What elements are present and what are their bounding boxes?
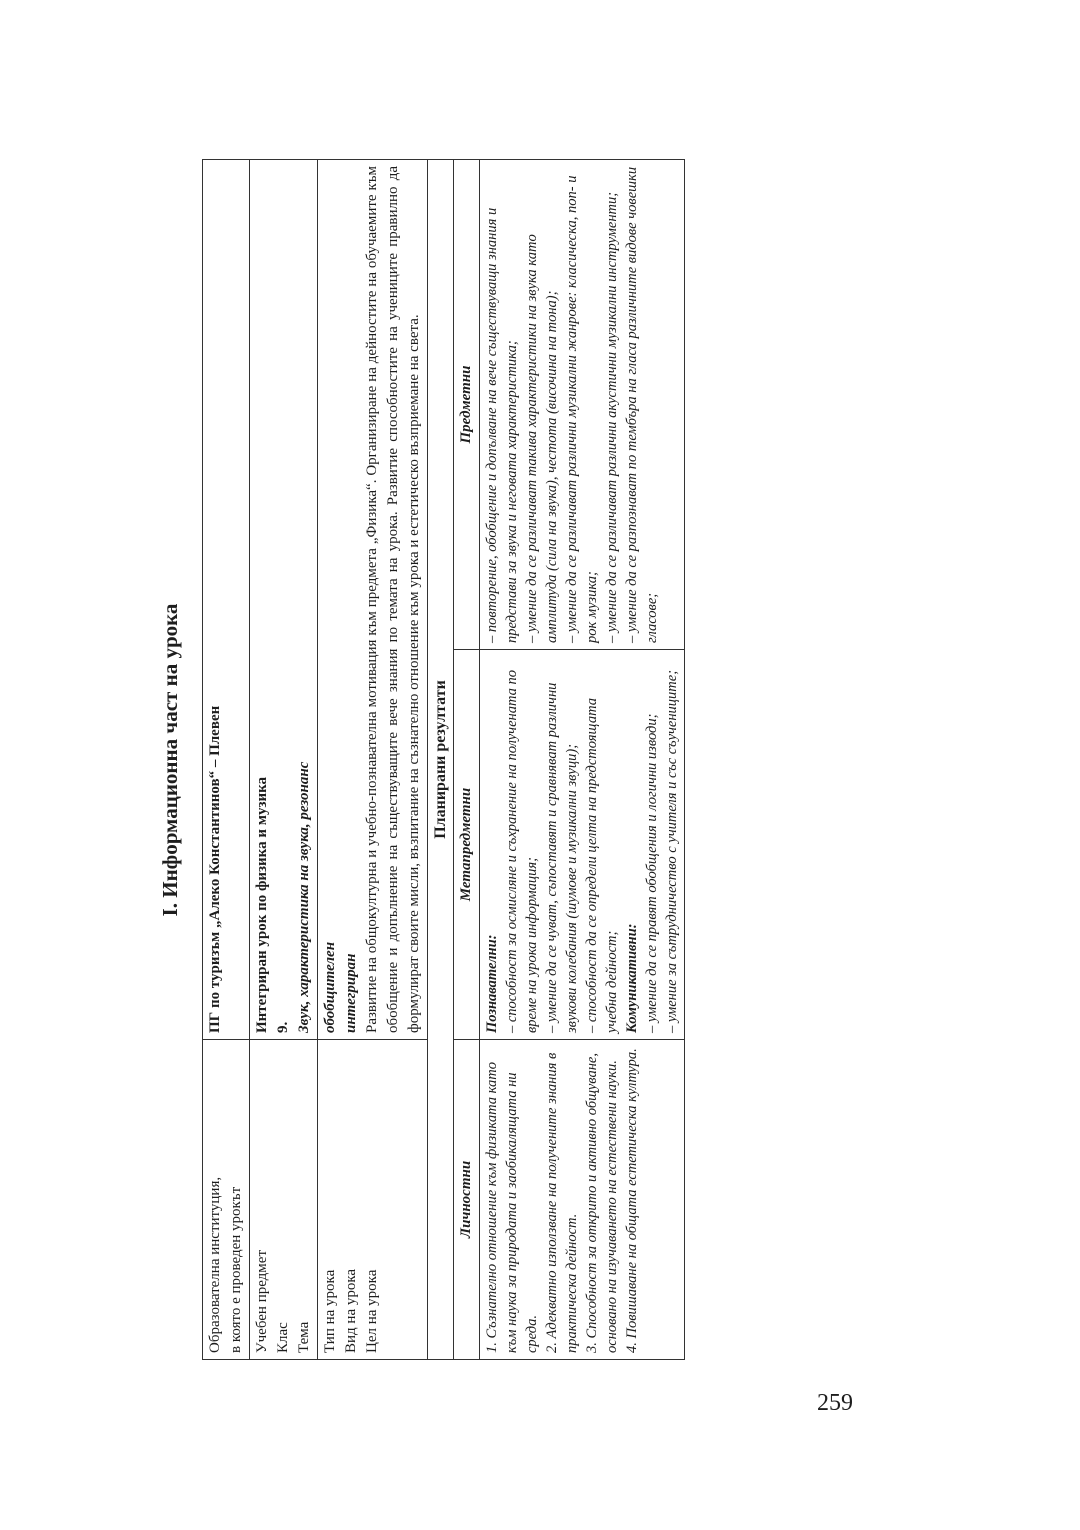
personal-item: 4. Повишаване на общата естетическа култура. <box>624 1048 640 1353</box>
subject-class-topic-row <box>250 160 318 1360</box>
subject-value: Интегриран урок по физика и музика <box>254 776 270 1033</box>
purpose-value: Развитие на общокултурна и учебно-познавателна мотивация към предмета „Физика“. Организиране на дейностите на обучаемите към обобщение и допълнение на съществуващите вече знания по темата на урока. Развитие способностите на учениците правилно да формулират своите мисли, възпитание на съзнателно отношение към урока и естетическо възприемане на света. <box>364 166 422 1033</box>
subject-item: – повторение, обобщение и допълване на вече съществуващи знания и представи за звука и неговата характеристика; <box>484 207 520 643</box>
institution-value: ПГ по туризъм „Алеко Константинов“ – Плевен <box>203 160 250 1040</box>
type-kind-purpose-labels <box>318 1040 428 1360</box>
meta-item: – умение да се чуват, съпоставят и сравняват различни звукови колебания (шумове и музикални звуци); <box>544 682 580 1033</box>
results-heading: Планирани резултати <box>428 160 454 1360</box>
personal-results <box>480 1040 685 1360</box>
personal-item: 1. Съзнателно отношение към физиката като към наука за природата и заобикалящата ни среда. <box>484 1061 540 1353</box>
meta-item: – способност да се определи целта на предстоящата учебна дейност; <box>584 697 620 1033</box>
subject-item: – умение да се различават такива характеристики на звука като амплитуда (сила на звука), честота (височина на тона); <box>524 234 560 643</box>
meta-item: – способност за осмисляне и съхранение на получената по време на урока информация; <box>504 670 540 1033</box>
col-meta-header: Метапредметни <box>454 650 480 1040</box>
subject-item: – умение да се различават различни акустични музикални инструменти; <box>604 191 620 643</box>
meta-results <box>480 650 685 1040</box>
type-kind-purpose-row <box>318 160 428 1360</box>
meta-item: – умение за сътрудничество с учителя и със съучениците; <box>664 669 680 1033</box>
topic-label: Тема <box>296 1321 312 1353</box>
section-title: I. Информационна част на урока <box>158 603 182 917</box>
results-columns-row <box>454 160 480 1360</box>
col-personal-header: Личностни <box>454 1040 480 1360</box>
personal-item: 3. Способност за открито и активно общуване, основано на изучаването на естествени науки. <box>584 1053 620 1353</box>
type-label: Тип на урока <box>322 1269 338 1353</box>
subject-item: – умение да се разпознават по тембъра на гласа различните видове човешки гласове; <box>624 166 660 643</box>
lesson-info-table <box>202 159 685 1360</box>
kind-label: Вид на урока <box>343 1268 359 1353</box>
institution-label: Образователна институция, в която е проведен урокът <box>203 1040 250 1360</box>
meta-cognitive-title: Познавателни: <box>484 934 500 1033</box>
type-value: обобщителен <box>322 941 338 1033</box>
institution-row <box>203 160 250 1360</box>
page-number: 259 <box>817 1390 853 1416</box>
results-heading-row <box>428 160 454 1360</box>
class-value: 9. <box>275 1021 291 1033</box>
kind-value: интегриран <box>343 953 359 1033</box>
meta-item: – умение да се правят обобщения и логични изводи; <box>644 713 660 1033</box>
col-subject-header: Предметни <box>454 160 480 650</box>
personal-item: 2. Адекватно използване на получените знания в практическа дейност. <box>544 1052 580 1353</box>
subject-label: Учебен предмет <box>254 1249 270 1353</box>
subject-item: – умение да се различават различни музикални жанрове: класическа, поп- и рок музика; <box>564 175 600 643</box>
rotated-page <box>150 160 950 1360</box>
meta-comm-title: Комуникативни: <box>624 923 640 1033</box>
purpose-label: Цел на урока <box>364 1269 380 1353</box>
type-kind-purpose-values <box>318 160 428 1040</box>
results-content-row <box>480 160 685 1360</box>
class-label: Клас <box>275 1322 291 1353</box>
subject-results <box>480 160 685 650</box>
subject-class-topic-labels <box>250 1040 318 1360</box>
topic-value: Звук, характеристика на звука, резонанс <box>296 761 312 1033</box>
subject-class-topic-values <box>250 160 318 1040</box>
